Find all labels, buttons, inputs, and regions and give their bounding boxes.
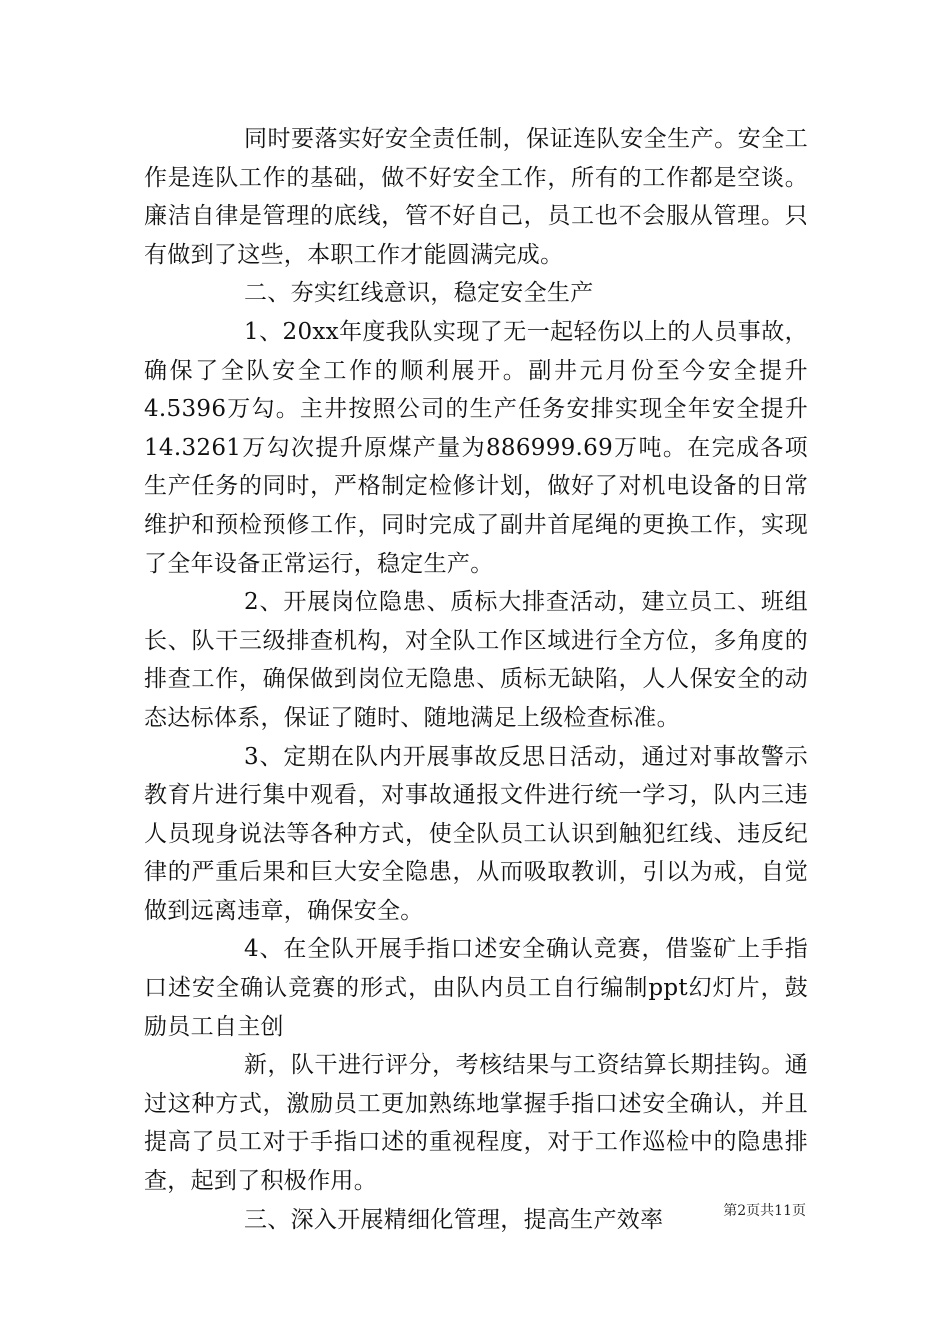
- paragraph-item-4: 4、在全队开展手指口述安全确认竞赛，借鉴矿上手指口述安全确认竞赛的形式，由队内员工自行编制ppt幻灯片，鼓励员工自主创: [144, 936, 808, 1040]
- paragraph-item-2: 2、开展岗位隐患、质标大排查活动，建立员工、班组长、队干三级排查机构，对全队工作区域进行全方位，多角度的排查工作，确保做到岗位无隐患、质标无缺陷，人人保安全的动态达标体系，保证了随时、随地满足上级检查标准。: [144, 589, 808, 731]
- section-heading-refined-management: 三、深入开展精细化管理，提高生产效率: [244, 1206, 664, 1233]
- paragraph-item-4-continued: 新，队干进行评分，考核结果与工资结算长期挂钩。通过这种方式，激励员工更加熟练地掌握手指口述安全确认，并且提高了员工对于手指口述的重视程度，对于工作巡检中的隐患排查，起到了积极作用。: [144, 1052, 808, 1195]
- page-number-footer: 第2页共11页: [723, 1203, 806, 1219]
- paragraph-item-1: 1、20xx年度我队实现了无一起轻伤以上的人员事故，确保了全队安全工作的顺利展开。副井元月份至今安全提升4.5396万勾。主井按照公司的生产任务安排实现全年安全提升14.3261万勾次提升原煤产量为886999.69万吨。在完成各项生产任务的同时，严格制定检修计划，做好了对机电设备的日常维护和预检预修工作，同时完成了副井首尾绳的更换工作，实现了全年设备正常运行，稳定生产。: [144, 318, 808, 577]
- paragraph-item-3: 3、定期在队内开展事故反思日活动，通过对事故警示教育片进行集中观看，对事故通报文件进行统一学习，队内三违人员现身说法等各种方式，使全队员工认识到触犯红线、违反纪律的严重后果和巨大安全隐患，从而吸取教训，引以为戒，自觉做到远离违章，确保安全。: [144, 743, 808, 924]
- paragraph-safety-responsibility: 同时要落实好安全责任制，保证连队安全生产。安全工作是连队工作的基础，做不好安全工作，所有的工作都是空谈。廉洁自律是管理的底线，管不好自己，员工也不会服从管理。只有做到了这些，本职工作才能圆满完成。: [144, 126, 808, 268]
- section-heading-redline: 二、夯实红线意识，稳定安全生产: [244, 280, 594, 307]
- document-body: [144, 120, 808, 1239]
